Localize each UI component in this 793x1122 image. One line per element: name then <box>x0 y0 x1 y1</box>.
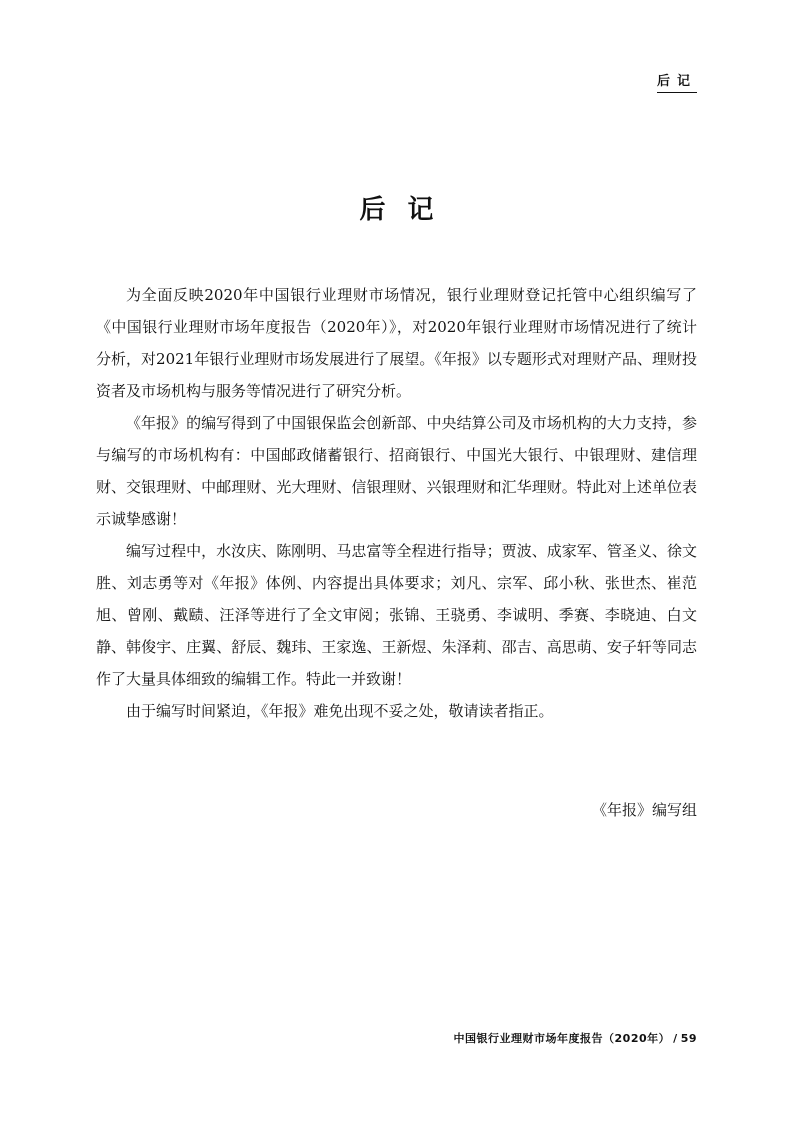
running-header: 后记 <box>657 70 697 93</box>
footer-separator: / <box>673 1032 678 1045</box>
footer-publication-title: 中国银行业理财市场年度报告（2020年） <box>453 1032 671 1045</box>
body-text <box>96 279 697 727</box>
paragraph-disclaimer: 由于编写时间紧迫，《年报》难免出现不妥之处，敬请读者指正。 <box>126 702 554 720</box>
paragraph-contributor-thanks: 编写过程中，水汝庆、陈刚明、马忠富等全程进行指导；贾波、成家军、管圣义、徐文胜、刘志勇等对《年报》体例、内容提出具体要求；刘凡、宗军、邱小秋、张世杰、崔范旭、曾刚、戴赜、汪泽等进行了全文审阅；张锦、王骁勇、李诚明、季赛、李晓迪、白文静、韩俊宇、庄翼、舒辰、魏玮、王家逸、王新煜、朱泽莉、邵吉、高思萌、安子轩等同志作了大量具体细致的编辑工作。特此一并致谢！ <box>96 542 697 688</box>
page-number: 59 <box>680 1032 697 1045</box>
running-footer <box>454 1030 697 1046</box>
paragraph-intro: 为全面反映2020年中国银行业理财市场情况，银行业理财登记托管中心组织编写了《中国银行业理财市场年度报告（2020年）》，对2020年银行业理财市场情况进行了统计分析，对2021年银行业理财市场发展进行了展望。《年报》以专题形式对理财产品、理财投资者及市场机构与服务等情况进行了研究分析。 <box>96 286 697 400</box>
page-title: 后记 <box>359 195 456 226</box>
paragraph-institution-thanks: 《年报》的编写得到了中国银保监会创新部、中央结算公司及市场机构的大力支持，参与编写的市场机构有：中国邮政储蓄银行、招商银行、中国光大银行、中银理财、建信理财、交银理财、中邮理财、光大理财、信银理财、兴银理财和汇华理财。特此对上述单位表示诚挚感谢！ <box>96 414 697 528</box>
signature: 《年报》编写组 <box>591 801 697 819</box>
